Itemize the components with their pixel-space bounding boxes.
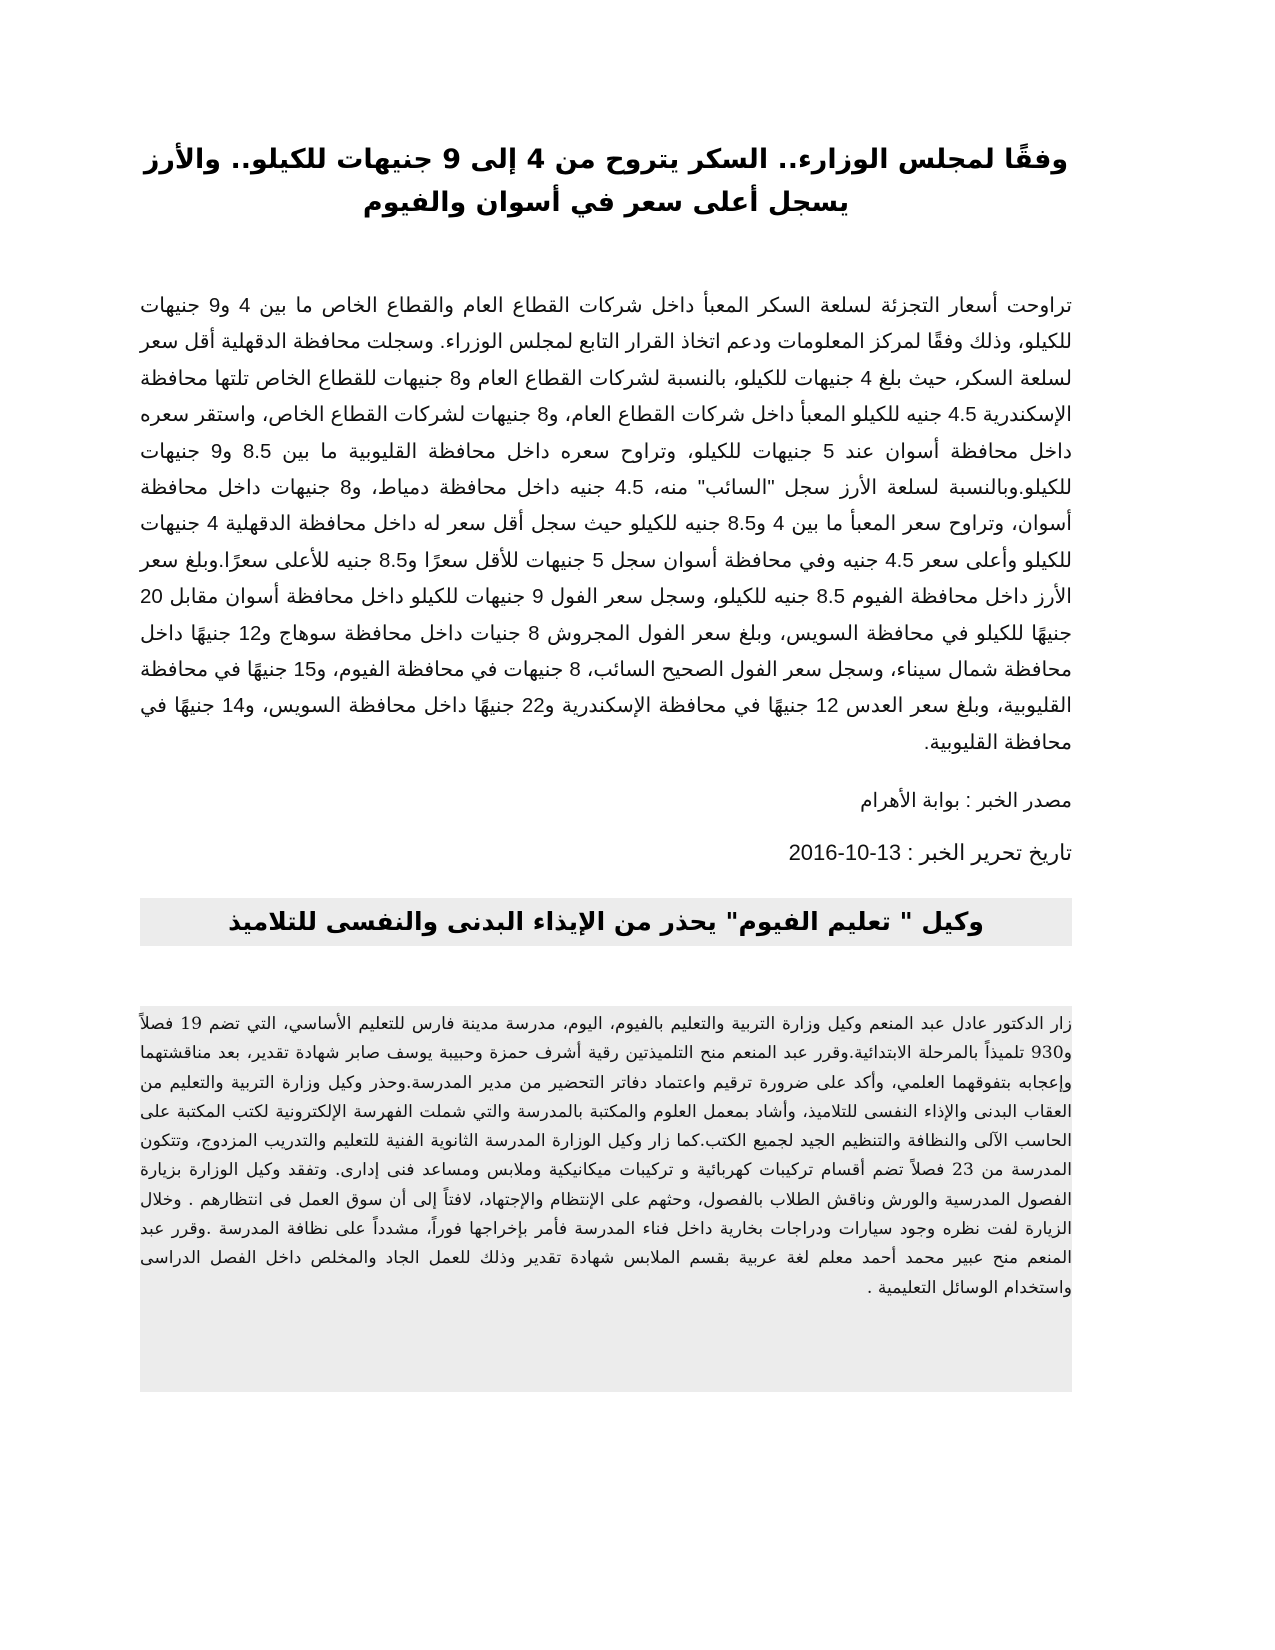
second-article-body: زار الدكتور عادل عبد المنعم وكيل وزارة التربية والتعليم بالفيوم، اليوم، مدرسة مدينة فارس للتعليم الأساسي، التي تضم 19 فصلاً و930 تلميذاً بالمرحلة الابتدائية.وقرر عبد المنعم منح التلميذتين رقية أشرف حمزة وحبيبة يوسف صابر شهادة تقدير، بعد مناقشتهما وإعجابه بتفوقهما العلمي، وأكد على ضرورة ترقيم واعتماد دفاتر التحضير من مدير المدرسة.وحذر وكيل وزارة التربية والتعليم من العقاب البدنى والإذاء النفسى للتلاميذ، وأشاد بمعمل العلوم والمكتبة بالمدرسة والتي شملت الفهرسة الإلكترونية لكتب المكتبة على الحاسب الآلى والنظافة والتنظيم الجيد لجميع الكتب.كما زار وكيل الوزارة المدرسة الثانوية الفنية للتعليم والتدريب المزدوج، وتتكون المدرسة من 23 فصلاً تضم أقسام تركيبات كهربائية و تركيبات ميكانيكية وملابس ومساعد فنى إدارى. وتفقد وكيل الوزارة بزيارة الفصول المدرسية والورش وناقش الطلاب بالفصول، وحثهم على الإنتظام والإجتهاد، لافتاً إلى أن سوق العمل فى انتظارهم . وخلال الزيارة لفت نظره وجود سيارات ودراجات بخارية داخل فناء المدرسة فأمر بإخراجها فوراً، مشدداً على نظافة المدرسة .وقرر عبد المنعم منح عبير محمد أحمد معلم لغة عربية بقسم الملابس شهادة تقدير وذلك للعمل الجاد والمخلص داخل الفصل الدراسى واستخدام الوسائل التعليمية . (140, 1014, 1072, 1298)
news-date: تاريخ تحرير الخبر : 13-10-2016 (788, 840, 1072, 865)
second-article-box (140, 1006, 1072, 1392)
article-title: وفقًا لمجلس الوزارء.. السكر يتروح من 4 إلى 9 جنيهات للكيلو.. والأرز يسجل أعلى سعر في أسوان والفيوم (143, 144, 1069, 218)
second-article-headline: وكيل " تعليم الفيوم" يحذر من الإيذاء البدنى والنفسى للتلاميذ (228, 907, 984, 936)
news-source: مصدر الخبر : بوابة الأهرام (860, 790, 1072, 812)
second-article-headline-box (140, 898, 1072, 946)
article-body: تراوحت أسعار التجزئة لسلعة السكر المعبأ داخل شركات القطاع العام والقطاع الخاص ما بين 4 و9 جنيهات للكيلو، وذلك وفقًا لمركز المعلومات ودعم اتخاذ القرار التابع لمجلس الوزراء. وسجلت محافظة الدقهلية أقل سعر لسلعة السكر، حيث بلغ 4 جنيهات للكيلو، بالنسبة لشركات القطاع العام و8 جنيهات للقطاع الخاص تلتها محافظة الإسكندرية 4.5 جنيه للكيلو المعبأ داخل شركات القطاع العام، و8 جنيهات لشركات القطاع الخاص، واستقر سعره داخل محافظة أسوان عند 5 جنيهات للكيلو، وتراوح سعره داخل محافظة القليوبية ما بين 8.5 و9 جنيهات للكيلو.وبالنسبة لسلعة الأرز سجل "السائب" منه، 4.5 جنيه داخل محافظة دمياط، و8 جنيهات داخل محافظة أسوان، وتراوح سعر المعبأ ما بين 4 و8.5 جنيه للكيلو حيث سجل أقل سعر له داخل محافظة الدقهلية 4 جنيهات للكيلو وأعلى سعر 4.5 جنيه وفي محافظة أسوان سجل 5 جنيهات للأقل سعرًا و8.5 جنيه للأعلى سعرًا.وبلغ سعر الأرز داخل محافظة الفيوم 8.5 جنيه للكيلو، وسجل سعر الفول 9 جنيهات للكيلو داخل محافظة أسوان مقابل 20 جنيهًا للكيلو في محافظة السويس، وبلغ سعر الفول المجروش 8 جنيات داخل محافظة سوهاج و12 جنيهًا داخل محافظة شمال سيناء، وسجل سعر الفول الصحيح السائب، 8 جنيهات في محافظة الفيوم، و15 جنيهًا في محافظة القليوبية، وبلغ سعر العدس 12 جنيهًا في محافظة الإسكندرية و22 جنيهًا داخل محافظة السويس، و14 جنيهًا في محافظة القليوبية. (140, 294, 1073, 754)
